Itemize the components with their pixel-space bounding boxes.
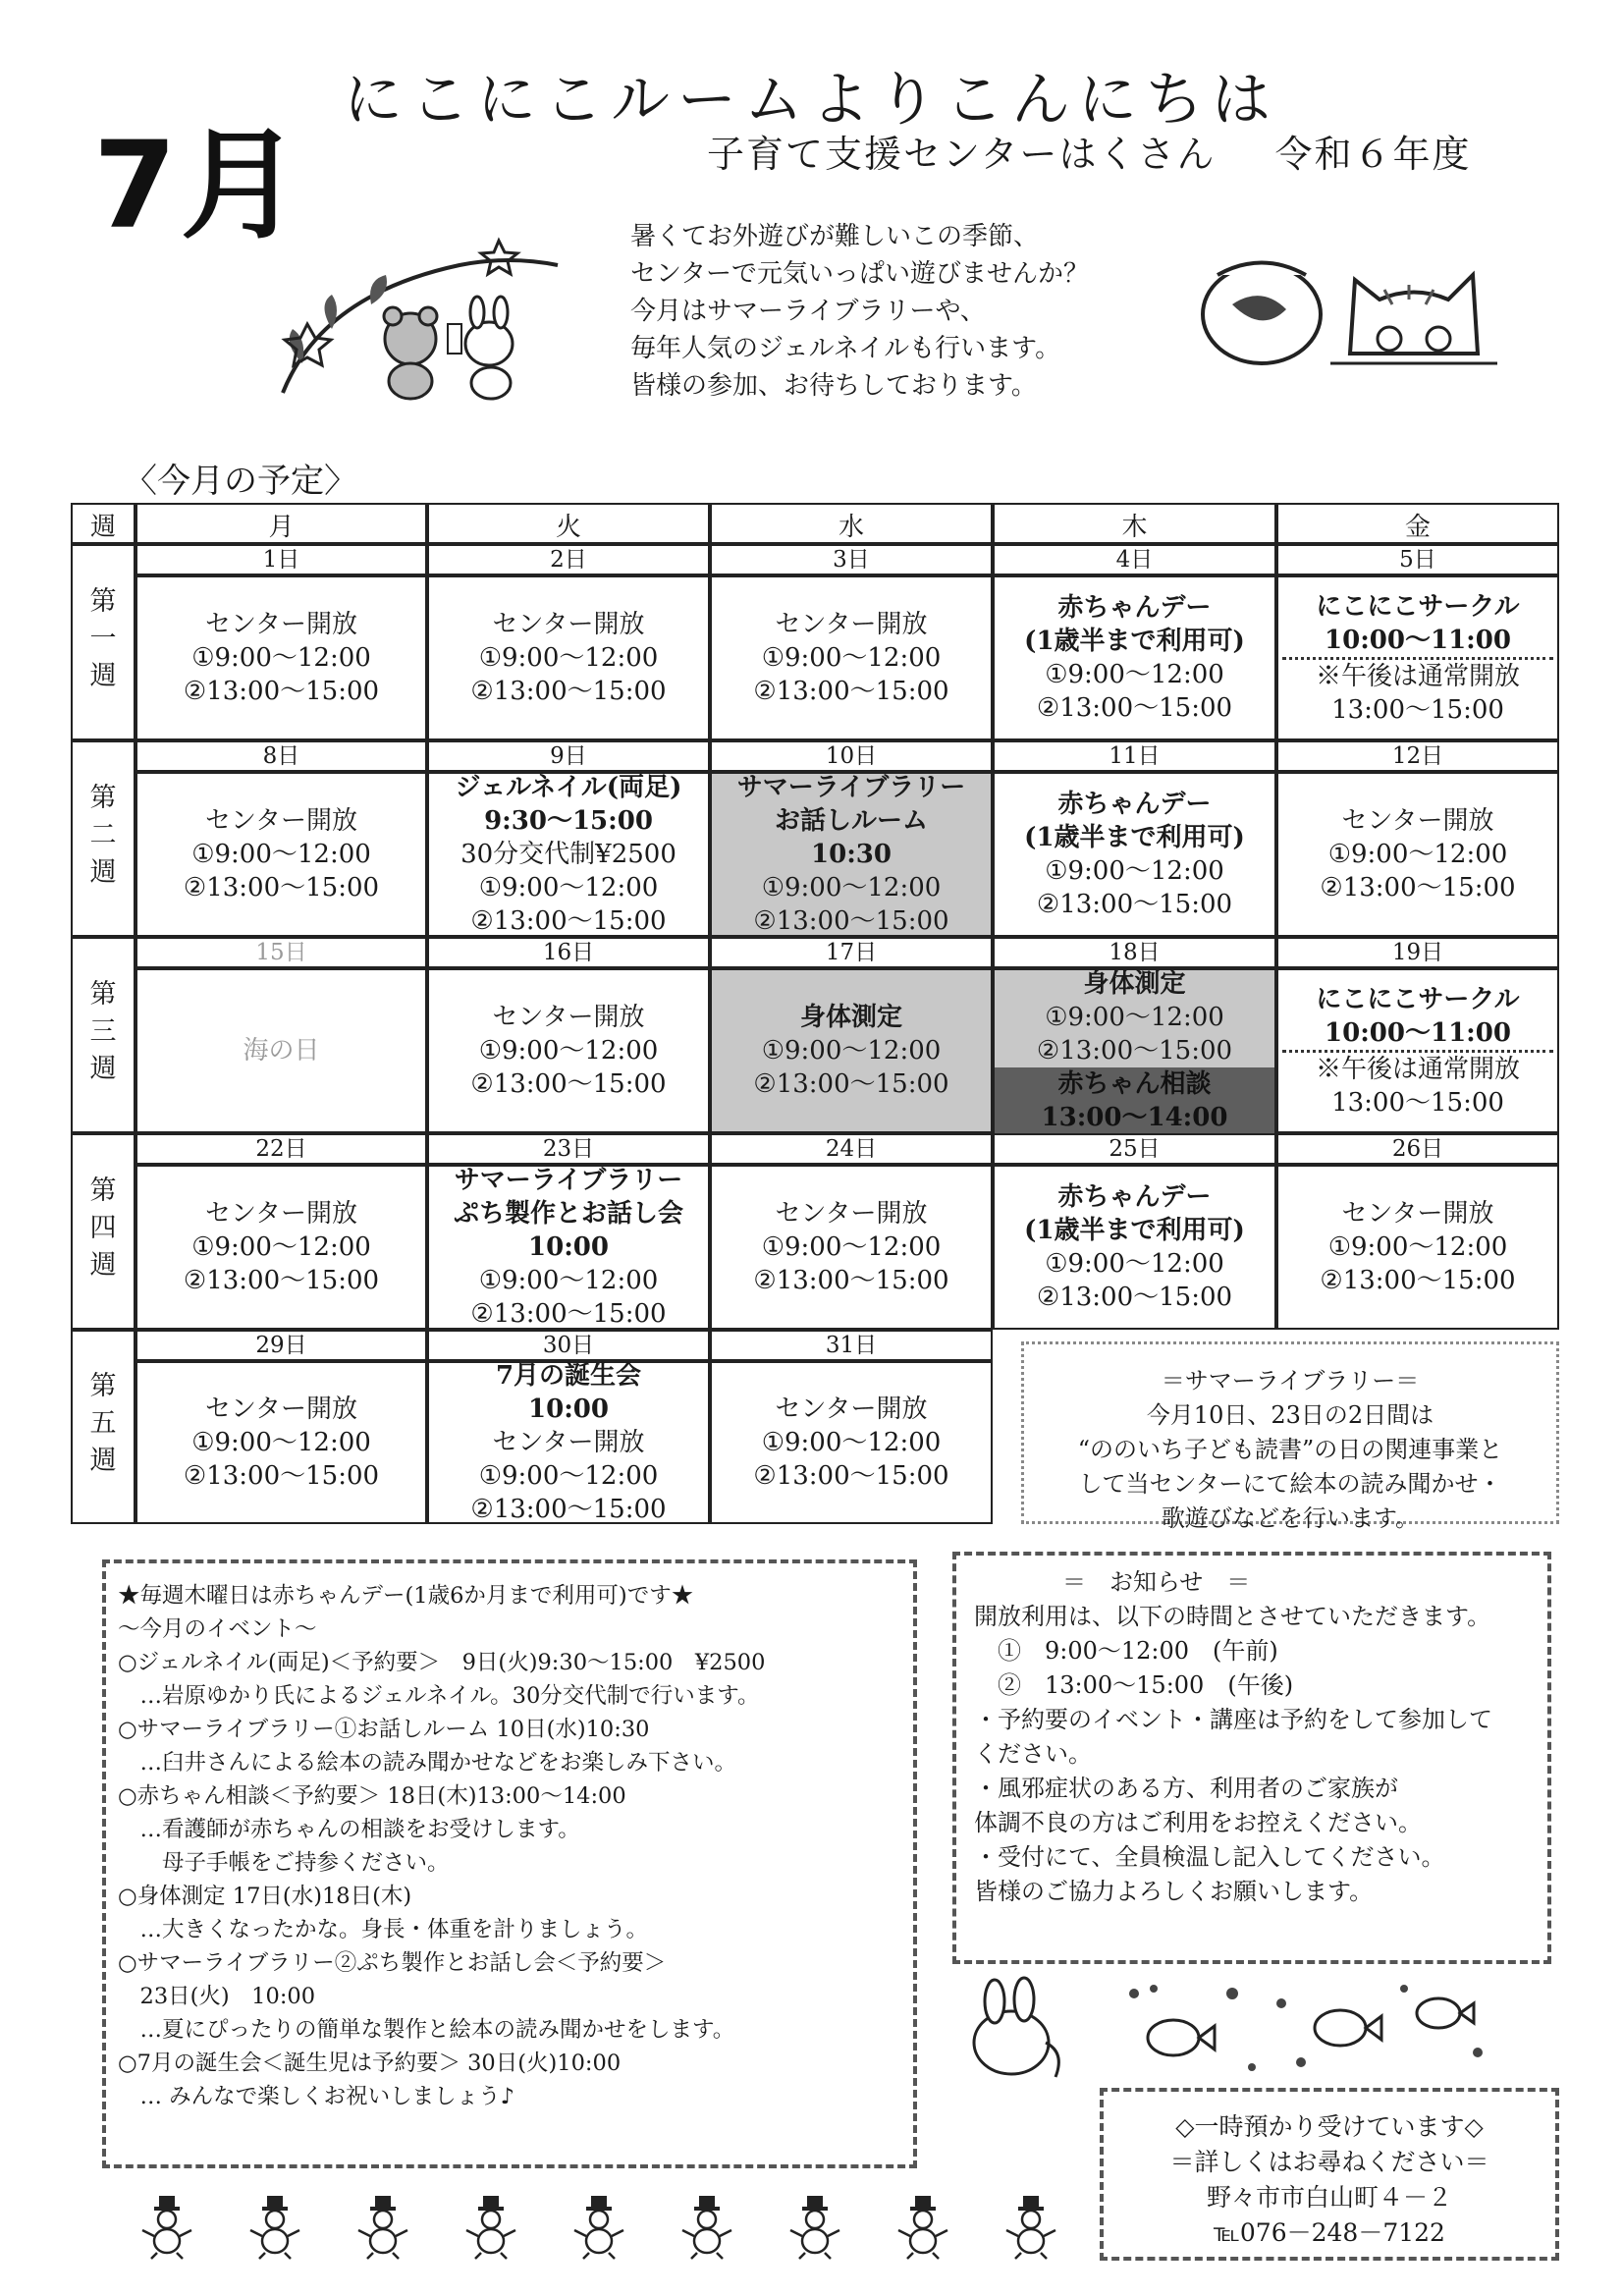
events-line: 母子手帳をご持参ください。 xyxy=(118,1850,450,1876)
schedule-cell-content xyxy=(1276,575,1559,740)
day-header-label: 火 xyxy=(555,513,581,542)
notice-line: ・風邪症状のある方、利用者のご家族が xyxy=(974,1775,1398,1802)
summer-line: ＝サマーライブラリー＝ xyxy=(1161,1367,1420,1394)
week-label-char: 第 xyxy=(89,1175,117,1206)
schedule-line: ①9:00～12:00 xyxy=(761,1428,942,1457)
schedule-line: センター開放 xyxy=(1341,806,1494,836)
schedule-cell-content xyxy=(135,772,427,937)
schedule-cell-content xyxy=(135,575,427,740)
schedule-line: 13:00～15:00 xyxy=(1331,694,1504,725)
schedule-line: ①9:00～12:00 xyxy=(1327,840,1508,869)
schedule-line: 9:30～15:00 xyxy=(484,806,653,836)
schedule-line: ①9:00～12:00 xyxy=(1045,856,1224,886)
schedule-line: ①9:00～12:00 xyxy=(191,643,371,673)
schedule-line: 赤ちゃんデー xyxy=(1057,790,1212,819)
center-name xyxy=(707,133,1472,176)
schedule-line: ②13:00～15:00 xyxy=(753,677,949,706)
schedule-line: ②13:00～15:00 xyxy=(1320,1266,1516,1295)
schedule-line: ①9:00～12:00 xyxy=(191,840,371,869)
date-number: 30日 xyxy=(542,1333,595,1358)
schedule-line: ②13:00～15:00 xyxy=(1320,873,1516,902)
schedule-line: 赤ちゃんデー xyxy=(1057,1182,1212,1212)
schedule-line: 13:00～14:00 xyxy=(995,1101,1274,1134)
schedule-line: ①9:00～12:00 xyxy=(761,873,942,902)
childcare-info-box xyxy=(1100,2088,1559,2261)
notice-line: 開放利用は、以下の時間とさせていただきます。 xyxy=(974,1603,1491,1630)
date-number: 16日 xyxy=(542,940,595,965)
snowman-icon xyxy=(245,2192,304,2261)
summer-library-notice xyxy=(1021,1341,1559,1532)
date-number: 23日 xyxy=(542,1136,595,1162)
schedule-cell-content xyxy=(993,1165,1276,1330)
schedule-line: センター開放 xyxy=(492,1428,645,1457)
schedule-cell-content xyxy=(427,968,710,1133)
schedule-cell-content xyxy=(993,575,1276,740)
date-number: 10日 xyxy=(825,743,878,769)
childcare-line: ＝詳しくはお尋ねください＝ xyxy=(1169,2148,1489,2176)
date-number: 5日 xyxy=(1399,547,1436,573)
week-label-char: 第 xyxy=(89,586,117,617)
date-number: 25日 xyxy=(1109,1136,1161,1162)
summer-line: “ののいち子ども読書”の日の関連事業と xyxy=(1077,1436,1503,1463)
date-number: 12日 xyxy=(1391,743,1444,769)
schedule-line: ジェルネイル(両足) xyxy=(455,773,682,802)
week-label-char: 第 xyxy=(89,1371,117,1401)
schedule-line: にこにこサークル xyxy=(1316,984,1520,1014)
childcare-title: ◇一時預かり受けています◇ xyxy=(1175,2112,1484,2141)
fiscal-year: 令和６年度 xyxy=(1274,133,1472,176)
schedule-line: ②13:00～15:00 xyxy=(753,1461,949,1491)
week-label-char: 五 xyxy=(89,1408,117,1439)
schedule-line: センター開放 xyxy=(492,610,645,639)
notice-box xyxy=(952,1552,1551,1964)
intro-line: 皆様の参加、お待ちしております。 xyxy=(630,371,1037,401)
schedule-line: (1歳半まで利用可) xyxy=(1024,627,1245,656)
week-label-char: 週 xyxy=(89,1250,117,1281)
date-number: 17日 xyxy=(825,940,878,965)
events-line: …看護師が赤ちゃんの相談をお受けします。 xyxy=(118,1817,580,1842)
snowman-icon xyxy=(461,2192,520,2261)
notice-line: ① 9:00～12:00 (午前) xyxy=(974,1637,1278,1665)
schedule-line: 赤ちゃんデー xyxy=(1057,593,1212,623)
schedule-line: ②13:00～15:00 xyxy=(1036,1283,1233,1312)
schedule-line: ②13:00～15:00 xyxy=(183,873,380,902)
schedule-line: センター開放 xyxy=(775,610,928,639)
schedule-line: 13:00～15:00 xyxy=(1331,1087,1504,1118)
events-line: …臼井さんによる絵本の読み聞かせなどをお楽しみ下さい。 xyxy=(118,1750,737,1776)
calendar-header-week-label: 週 xyxy=(89,513,116,542)
week-label-char: 週 xyxy=(89,661,117,691)
schedule-line: センター開放 xyxy=(1341,1199,1494,1229)
month-title: 7月 xyxy=(93,116,304,255)
schedule-line: センター開放 xyxy=(205,1394,357,1424)
week-label xyxy=(74,583,133,695)
schedule-line: 10:00～11:00 xyxy=(1282,624,1553,660)
date-number: 31日 xyxy=(825,1333,878,1358)
date-number: 29日 xyxy=(255,1333,307,1358)
week-label xyxy=(74,1173,133,1285)
events-line: ○身体測定 17日(水)18日(木) xyxy=(118,1884,412,1909)
childcare-phone: ℡076－248－7122 xyxy=(1214,2218,1445,2247)
intro-line: センターで元気いっぱい遊びませんか？ xyxy=(630,259,1089,289)
schedule-line: ②13:00～15:00 xyxy=(753,906,949,936)
schedule-line: ①9:00～12:00 xyxy=(761,1036,942,1066)
date-number: 9日 xyxy=(550,743,587,769)
schedule-line: ②13:00～15:00 xyxy=(753,1266,949,1295)
schedule-line: センター開放 xyxy=(775,1394,928,1424)
schedule-line: ※午後は通常開放 xyxy=(1315,1054,1520,1084)
summer-line: 歌遊びなどを行います。 xyxy=(1161,1504,1420,1532)
page-title: にこにこルームよりこんにちは xyxy=(344,66,1278,135)
schedule-line: 10:00～11:00 xyxy=(1282,1016,1553,1053)
schedule-line: センター開放 xyxy=(492,1003,645,1032)
schedule-cell-content xyxy=(993,968,1276,1133)
schedule-cell-content xyxy=(427,1361,710,1524)
rabbit-fish-illustration xyxy=(957,1974,1507,2082)
schedule-line: (1歳半まで利用可) xyxy=(1024,823,1245,852)
week-label-char: 週 xyxy=(89,857,117,888)
schedule-line: 赤ちゃん相談 xyxy=(995,1067,1274,1101)
schedule-line: ①9:00～12:00 xyxy=(478,1266,659,1295)
events-line: ○7月の誕生会＜誕生児は予約要＞ 30日(火)10:00 xyxy=(118,2050,622,2076)
schedule-line: ②13:00～15:00 xyxy=(183,1266,380,1295)
childcare-address: 野々市市白山町４－２ xyxy=(1206,2183,1452,2212)
snowman-icon xyxy=(353,2192,412,2261)
date-number: 3日 xyxy=(833,547,870,573)
notice-line: 皆様のご協力よろしくお願いします。 xyxy=(974,1878,1374,1905)
intro-line: 毎年人気のジェルネイルも行います。 xyxy=(630,334,1061,363)
events-line: … みんなで楽しくお祝いしましょう♪ xyxy=(118,2084,515,2109)
notice-line: ・予約要のイベント・講座は予約をして参加して xyxy=(974,1706,1492,1733)
schedule-heading: 〈今月の予定〉 xyxy=(124,462,357,501)
schedule-line: ①9:00～12:00 xyxy=(191,1232,371,1262)
schedule-line: ②13:00～15:00 xyxy=(1036,1036,1233,1066)
day-header-label: 木 xyxy=(1121,513,1148,542)
events-line: ★毎週木曜日は赤ちゃんデー(1歳6か月まで利用可)です★ xyxy=(118,1583,694,1609)
schedule-line: ①9:00～12:00 xyxy=(478,873,659,902)
snowman-icon xyxy=(893,2192,952,2261)
week-label-char: 二 xyxy=(89,820,117,850)
schedule-cell-content xyxy=(427,575,710,740)
footer-decoration xyxy=(137,2192,1080,2261)
date-number: 4日 xyxy=(1115,547,1154,573)
tanabata-bears-illustration xyxy=(263,226,587,403)
schedule-cell-content xyxy=(135,1361,427,1524)
schedule-line: ぷち製作とお話し会 xyxy=(453,1199,683,1229)
notice-title: ＝ お知らせ ＝ xyxy=(1062,1568,1251,1596)
intro-line: 今月はサマーライブラリーや、 xyxy=(630,297,986,326)
schedule-line: センター開放 xyxy=(775,1199,928,1229)
schedule-cell-content xyxy=(710,968,993,1133)
schedule-line: 10:00 xyxy=(528,1232,609,1262)
schedule-line: ②13:00～15:00 xyxy=(470,1495,667,1524)
schedule-line: ①9:00～12:00 xyxy=(1045,1249,1224,1279)
schedule-cell-content xyxy=(710,772,993,937)
schedule-line: ②13:00～15:00 xyxy=(470,1299,667,1329)
date-number: 26日 xyxy=(1391,1136,1444,1162)
week-label-char: 四 xyxy=(89,1213,117,1243)
schedule-line: ②13:00～15:00 xyxy=(470,677,667,706)
schedule-line: センター開放 xyxy=(205,1199,357,1229)
schedule-line: ①9:00～12:00 xyxy=(761,643,942,673)
date-number: 1日 xyxy=(262,547,300,573)
schedule-line: ②13:00～15:00 xyxy=(753,1069,949,1099)
date-number: 8日 xyxy=(262,743,300,769)
schedule-cell-content xyxy=(1276,1165,1559,1330)
snowman-icon xyxy=(137,2192,196,2261)
center-name-text: 子育て支援センターはくさん xyxy=(707,133,1217,176)
schedule-line: ②13:00～15:00 xyxy=(470,1069,667,1099)
intro-message xyxy=(630,218,1089,405)
week-label-char: 第 xyxy=(89,979,117,1010)
schedule-line: ①9:00～12:00 xyxy=(478,1036,659,1066)
date-number: 24日 xyxy=(825,1136,878,1162)
schedule-cell-content xyxy=(135,1165,427,1330)
day-header-label: 水 xyxy=(838,513,864,542)
schedule-line: 身体測定 xyxy=(1083,969,1186,999)
date-number: 11日 xyxy=(1109,743,1161,769)
week-label xyxy=(74,976,133,1088)
week-label-char: 週 xyxy=(89,1446,117,1476)
schedule-cell-content xyxy=(710,575,993,740)
schedule-cell-content xyxy=(993,772,1276,937)
schedule-line: ①9:00～12:00 xyxy=(478,643,659,673)
day-header-label: 金 xyxy=(1404,513,1431,542)
schedule-line: センター開放 xyxy=(205,610,357,639)
schedule-line: ①9:00～12:00 xyxy=(761,1232,942,1262)
schedule-cell-content xyxy=(710,1165,993,1330)
schedule-line: 10:30 xyxy=(811,840,892,869)
events-line: 23日(火) 10:00 xyxy=(118,1984,316,2009)
schedule-line: 7月の誕生会 xyxy=(495,1361,642,1391)
week-label-char: 週 xyxy=(89,1054,117,1084)
snowman-icon xyxy=(677,2192,736,2261)
events-line: ○赤ちゃん相談＜予約要＞ 18日(木)13:00～14:00 xyxy=(118,1783,626,1809)
schedule-cell-content xyxy=(710,1361,993,1524)
schedule-line: (1歳半まで利用可) xyxy=(1024,1216,1245,1245)
schedule-line: お話しルーム xyxy=(774,806,928,836)
snowman-icon xyxy=(785,2192,844,2261)
schedule-cell-content xyxy=(427,1165,710,1330)
schedule-line: ②13:00～15:00 xyxy=(183,1461,380,1491)
schedule-line: 10:00 xyxy=(528,1394,609,1424)
events-line: ○ジェルネイル(両足)＜予約要＞ 9日(火)9:30～15:00 ¥2500 xyxy=(118,1650,766,1675)
week-label-char: 第 xyxy=(89,783,117,813)
schedule-line: 身体測定 xyxy=(799,1003,902,1032)
date-number: 18日 xyxy=(1109,940,1161,965)
schedule-line: ①9:00～12:00 xyxy=(1327,1232,1508,1262)
schedule-line: ①9:00～12:00 xyxy=(191,1428,371,1457)
schedule-line: ②13:00～15:00 xyxy=(470,906,667,936)
events-line: …大きくなったかな。身長・体重を計りましょう。 xyxy=(118,1917,649,1942)
schedule-cell-content xyxy=(1276,968,1559,1133)
intro-line: 暑くてお外遊びが難しいこの季節、 xyxy=(630,222,1040,251)
notice-line: 体調不良の方はご利用をお控えください。 xyxy=(974,1809,1422,1836)
notice-line: ② 13:00～15:00 (午後) xyxy=(974,1671,1294,1699)
schedule-line: ②13:00～15:00 xyxy=(1036,890,1233,919)
schedule-line: センター開放 xyxy=(205,806,357,836)
events-line: …夏にぴったりの簡単な製作と絵本の読み聞かせをします。 xyxy=(118,2017,735,2043)
schedule-line: 30分交代制¥2500 xyxy=(460,840,676,869)
schedule-line: ②13:00～15:00 xyxy=(183,677,380,706)
day-header-label: 月 xyxy=(268,513,295,542)
date-number: 22日 xyxy=(255,1136,307,1162)
schedule-line: サマーライブラリー xyxy=(454,1166,683,1195)
events-line: ○サマーライブラリー①お話しルーム 10日(水)10:30 xyxy=(118,1717,650,1742)
events-box xyxy=(102,1559,917,2168)
schedule-line: ※午後は通常開放 xyxy=(1315,661,1520,691)
notice-line: ください。 xyxy=(974,1740,1092,1768)
snowman-icon xyxy=(569,2192,628,2261)
goldfish-cat-illustration xyxy=(1193,236,1507,373)
week-label xyxy=(74,1368,133,1480)
date-number: 15日 xyxy=(255,940,307,965)
summer-line: して当センターにて絵本の読み聞かせ・ xyxy=(1078,1470,1502,1498)
schedule-line: ①9:00～12:00 xyxy=(478,1461,659,1491)
events-line: ○サマーライブラリー②ぷち製作とお話し会＜予約要＞ xyxy=(118,1950,667,1976)
snowman-icon xyxy=(1001,2192,1060,2261)
schedule-line: ①9:00～12:00 xyxy=(1045,660,1224,689)
schedule-line: ②13:00～15:00 xyxy=(1036,693,1233,723)
events-line: ～今月のイベント～ xyxy=(118,1616,317,1642)
week-label-char: 一 xyxy=(89,624,117,654)
schedule-cell-content xyxy=(1276,772,1559,937)
schedule-line: サマーライブラリー xyxy=(736,773,966,802)
week-label-char: 三 xyxy=(89,1016,117,1047)
schedule-line: にこにこサークル xyxy=(1316,591,1520,622)
date-number: 2日 xyxy=(550,547,587,573)
notice-line: ・受付にて、全員検温し記入してください。 xyxy=(974,1843,1445,1871)
summer-line: 今月10日、23日の2日間は xyxy=(1146,1401,1434,1429)
week-label xyxy=(74,780,133,892)
date-number: 19日 xyxy=(1391,940,1444,965)
schedule-cell-content xyxy=(135,968,427,1133)
events-line: …岩原ゆかり氏によるジェルネイル。30分交代制で行います。 xyxy=(118,1683,760,1709)
schedule-line: 海の日 xyxy=(243,1036,320,1066)
schedule-line: ①9:00～12:00 xyxy=(1045,1003,1224,1032)
schedule-cell-content xyxy=(427,772,710,937)
